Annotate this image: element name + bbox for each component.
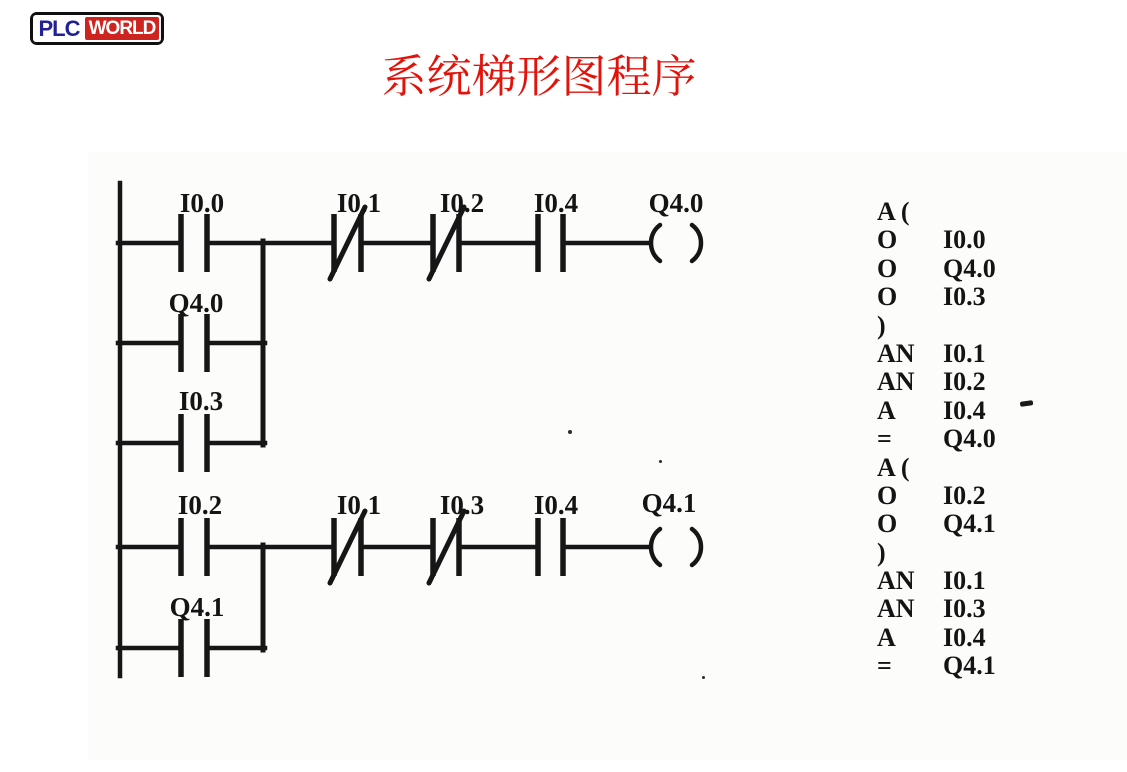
stl-line — [877, 652, 1107, 680]
stl-operand: Q4.0 — [943, 253, 996, 283]
stl-operand: Q4.1 — [943, 651, 996, 681]
rung1-contact-1-label: I0.0 — [179, 188, 225, 218]
rung2-branch-q4-1 — [118, 619, 265, 677]
rung2-contact-no-i0-2 — [181, 518, 207, 576]
stl-line — [877, 198, 1107, 226]
page-title: 系统梯形图程序 — [381, 52, 697, 102]
stl-operand: I0.2 — [943, 480, 986, 510]
scan-artifact-dot — [702, 676, 705, 679]
stl-opcode: A — [877, 395, 896, 425]
rung2-coil-label: Q4.1 — [641, 488, 697, 518]
rung1-branch-q4-0 — [118, 314, 265, 372]
stl-opcode: A ( — [877, 197, 910, 226]
rung1-coil-label: Q4.0 — [648, 188, 704, 218]
stl-line — [877, 624, 1107, 652]
stl-line — [877, 255, 1107, 283]
stl-operand: Q4.1 — [943, 509, 996, 539]
coil-paren-left — [651, 529, 660, 565]
rung1-contact-no-i0-0 — [181, 214, 207, 272]
rung1-coil-q4-0 — [651, 225, 701, 261]
rung2-contact-2-label: I0.1 — [336, 490, 382, 520]
stl-line — [877, 482, 1107, 510]
rung2-branch-1-label: Q4.1 — [169, 592, 225, 622]
stl-opcode: AN — [877, 566, 915, 596]
logo-world-text: WORLD — [85, 17, 159, 40]
coil-paren-right — [692, 225, 701, 261]
stl-line — [877, 510, 1107, 538]
stl-line — [877, 368, 1107, 396]
rung2 — [118, 488, 701, 677]
stl-line — [877, 567, 1107, 595]
stl-opcode: A ( — [877, 452, 910, 482]
rung1-branch-1-label: Q4.0 — [168, 288, 224, 318]
stl-line — [877, 226, 1107, 254]
rung1-contact-no-i0-4 — [538, 214, 563, 272]
stl-opcode: = — [877, 651, 892, 681]
stl-opcode: O — [877, 509, 898, 539]
stl-operand: I0.3 — [943, 282, 986, 312]
stl-operand: I0.0 — [943, 225, 986, 255]
stl-line — [877, 454, 1107, 482]
rung2-contact-nc-i0-3 — [429, 511, 464, 583]
rung1-contact-4-label: I0.4 — [533, 188, 579, 218]
stl-line — [877, 595, 1107, 623]
rung2-contact-no-i0-4 — [538, 518, 563, 576]
stl-opcode: AN — [877, 594, 915, 624]
stl-opcode: ) — [877, 537, 886, 567]
rung2-contact-nc-i0-1 — [330, 511, 365, 583]
stl-operand: I0.1 — [943, 338, 986, 368]
rung2-coil-q4-1 — [651, 529, 701, 565]
stl-opcode: A — [877, 622, 896, 652]
rung1-contact-2-label: I0.1 — [336, 188, 382, 218]
stl-opcode: O — [877, 282, 898, 312]
scan-artifact-dot — [568, 430, 572, 434]
stl-line — [877, 397, 1107, 425]
rung2-contact-4-label: I0.4 — [533, 490, 579, 520]
stl-opcode: AN — [877, 338, 915, 368]
stl-operand: I0.3 — [943, 594, 986, 624]
stl-code-block — [877, 198, 1107, 681]
stl-opcode: ) — [877, 310, 886, 340]
rung2-contact-1-label: I0.2 — [177, 490, 223, 520]
stl-operand: I0.4 — [943, 622, 986, 652]
stl-line — [877, 425, 1107, 453]
rung1-contact-3-label: I0.2 — [439, 188, 485, 218]
coil-paren-left — [651, 225, 660, 261]
rung1 — [118, 188, 703, 472]
stl-opcode: AN — [877, 367, 915, 397]
stl-line — [877, 283, 1107, 311]
stl-opcode: O — [877, 480, 898, 510]
scan-artifact-dot — [659, 460, 662, 463]
stl-opcode: O — [877, 253, 898, 283]
stl-opcode: O — [877, 225, 898, 255]
rung2-contact-3-label: I0.3 — [439, 490, 485, 520]
rung1-branch-2-label: I0.3 — [178, 386, 224, 416]
stl-operand: I0.1 — [943, 566, 986, 596]
coil-paren-right — [692, 529, 701, 565]
logo-plc-text: PLC — [38, 15, 80, 41]
stl-operand: Q4.0 — [943, 424, 996, 454]
stl-operand: I0.4 — [943, 395, 986, 425]
rung1-branch-i0-3 — [118, 414, 265, 472]
stl-line — [877, 312, 1107, 340]
stl-operand: I0.2 — [943, 367, 986, 397]
stl-line — [877, 539, 1107, 567]
stl-line — [877, 340, 1107, 368]
stl-opcode: = — [877, 424, 892, 454]
